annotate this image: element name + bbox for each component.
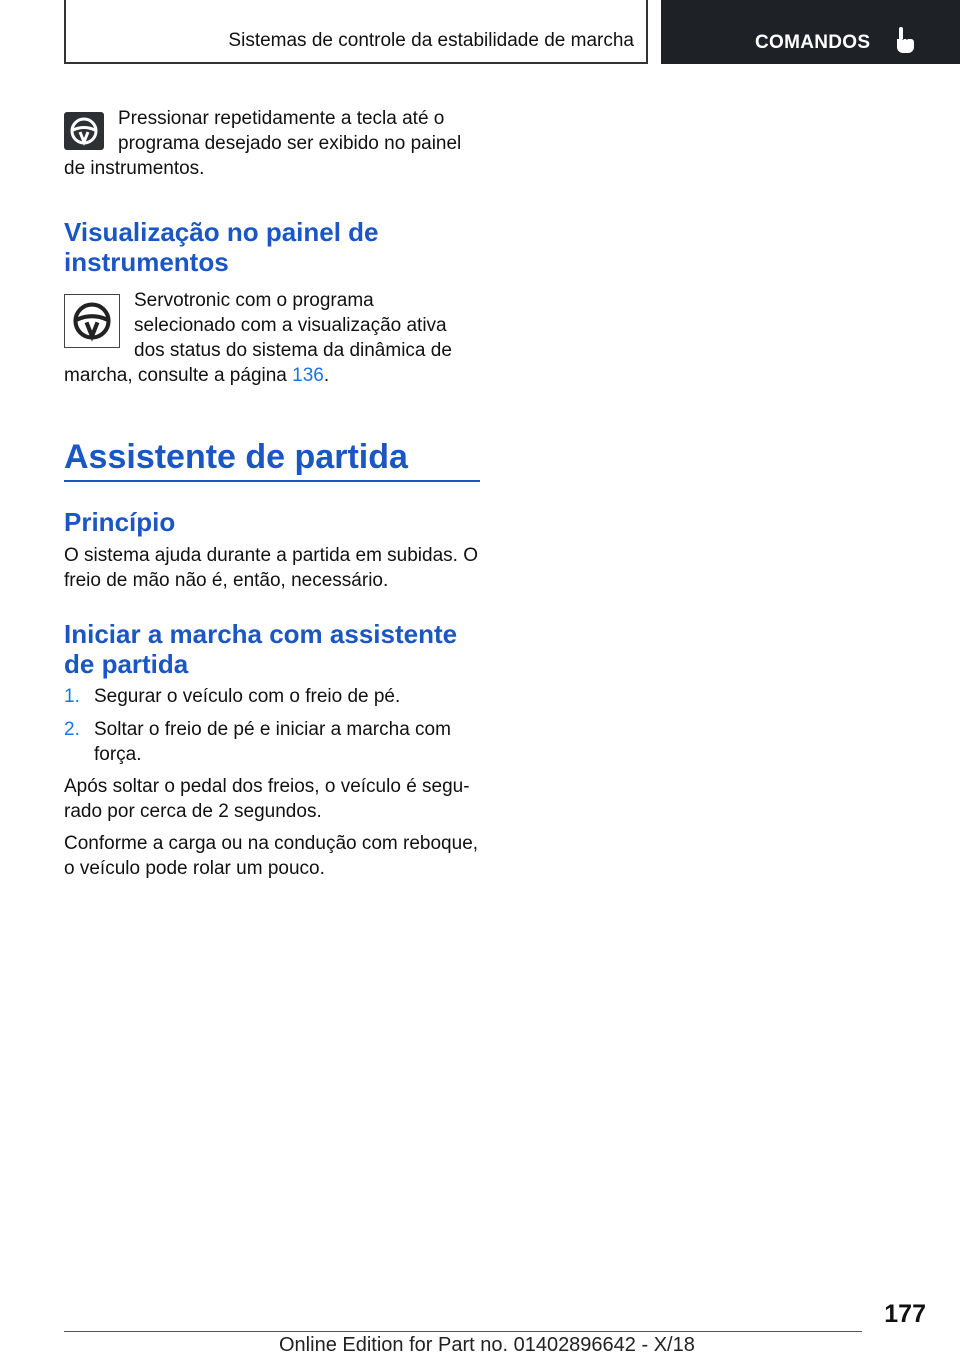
steering-wheel-indicator-icon — [64, 294, 120, 348]
start-heading: Iniciar a marcha com assistente de partida — [64, 619, 458, 679]
page-number: 177 — [884, 1300, 926, 1328]
title-underline — [64, 480, 480, 482]
step-number: 1. — [64, 686, 80, 707]
steering-wheel-button-icon — [64, 112, 104, 150]
principle-paragraph: O sistema ajuda durante a partida em subidas. O freio de mão não é, então, necessário. — [64, 545, 479, 591]
principle-heading: Princípio — [64, 507, 176, 537]
display-paragraph — [64, 288, 480, 388]
after-release-paragraph: Após soltar o pedal dos freios, o veículo é segurado por cerca de 2 segundos. — [64, 776, 470, 822]
display-text: Servotronic com o programa selecionado com a visualização ativa dos status do sistema da dinâmica de marcha, consulte a página — [64, 290, 452, 386]
display-text-end: . — [323, 365, 330, 386]
display-heading: Visualização no painel de instrumentos — [64, 217, 379, 277]
step-text: Segurar o veículo com o freio de pé. — [94, 686, 401, 707]
pointing-hand-icon — [892, 26, 916, 54]
list-item — [64, 684, 480, 709]
step-number: 2. — [64, 719, 80, 740]
footer-divider — [64, 1331, 862, 1332]
start-assist-title: Assistente de partida — [64, 438, 408, 476]
page-reference-link[interactable]: 136 — [292, 365, 324, 386]
chapter-tab[interactable] — [661, 0, 960, 64]
running-header — [64, 0, 648, 64]
edition-footer: Online Edition for Part no. 01402896642 - X/18 — [279, 1334, 695, 1356]
step-text: Soltar o freio de pé e iniciar a marcha com força. — [94, 719, 451, 765]
list-item — [64, 717, 480, 767]
intro-paragraph — [64, 106, 480, 181]
load-paragraph: Conforme a carga ou na condução com reboque, o veículo pode rolar um pouco. — [64, 833, 479, 879]
chapter-tab-label: COMANDOS — [755, 32, 871, 53]
intro-text: Pressionar repetidamente a tecla até o programa desejado ser exibido no painel de instrumentos. — [64, 108, 462, 179]
section-title: Sistemas de controle da estabilidade de marcha — [228, 30, 634, 51]
